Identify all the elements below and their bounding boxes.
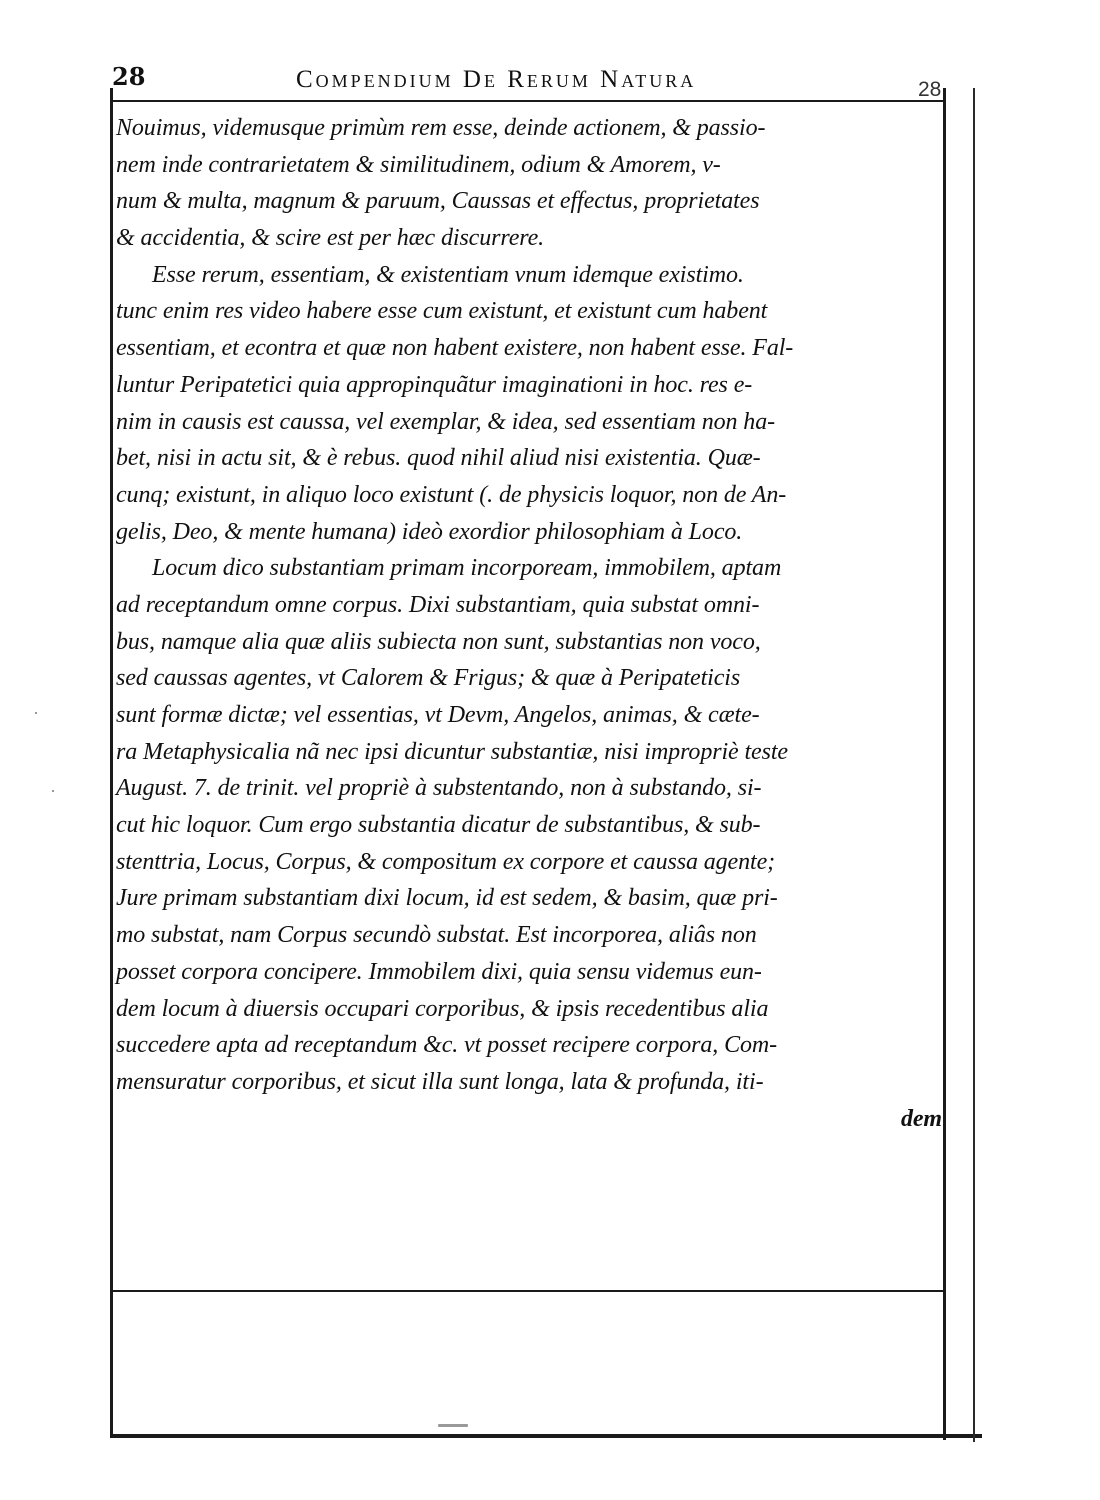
text-line: ad receptandum omne corpus. Dixi substantiam, quia substat omni- <box>116 591 760 618</box>
text-line: luntur Peripatetici quia appropinquãtur imaginationi in hoc. res e- <box>116 371 753 398</box>
text-line: nim in causis est caussa, vel exemplar, & idea, sed essentiam non ha- <box>116 408 775 435</box>
text-line: & accidentia, & scire est per hæc discurrere. <box>116 225 545 252</box>
text-line: stenttria, Locus, Corpus, & compositum ex corpore et caussa agente; <box>116 848 776 875</box>
text-line: nem inde contrarietatem & similitudinem, odium & Amorem, v- <box>116 151 721 178</box>
text-line: Locum dico substantiam primam incorpoream, immobilem, aptam <box>152 555 782 582</box>
scan-speck <box>438 1424 468 1427</box>
outer-margin-rule <box>973 88 975 1442</box>
text-line: cunq; existunt, in aliquo loco existunt (. de physicis loquor, non de An- <box>116 481 787 508</box>
text-line: bus, namque alia quæ aliis subiecta non sunt, substantias non voco, <box>116 628 761 655</box>
text-line: sed caussas agentes, vt Calorem & Frigus; & quæ à Peripateticis <box>116 665 741 692</box>
text-line: mensuratur corporibus, et sicut illa sunt longa, lata & profunda, iti- <box>116 1068 764 1095</box>
text-line: gelis, Deo, & mente humana) ideò exordior philosophiam à Loco. <box>116 518 743 545</box>
text-line: posset corpora concipere. Immobilem dixi, quia sensu videmus eun- <box>116 958 762 985</box>
right-margin-rule <box>943 88 946 1440</box>
page-number-left: 28 <box>112 62 146 91</box>
text-line: August. 7. de trinit. vel propriè à substentando, non à substando, si- <box>116 775 762 802</box>
footer-rule <box>112 1290 946 1292</box>
text-line: ra Metaphysicalia nã nec ipsi dicuntur substantiæ, nisi impropriè teste <box>116 738 788 765</box>
text-line: bet, nisi in actu sit, & è rebus. quod nihil aliud nisi existentia. Quæ- <box>116 445 761 472</box>
text-line: sunt formæ dictæ; vel essentias, vt Devm, Angelos, animas, & cæte- <box>116 702 760 728</box>
text-line: num & multa, magnum & paruum, Caussas et effectus, proprietates <box>116 188 760 215</box>
text-line: dem <box>900 1105 942 1132</box>
scan-speck <box>35 712 37 714</box>
header-rule <box>112 100 946 102</box>
text-line: Jure primam substantiam dixi locum, id est sedem, & basim, quæ pri- <box>116 885 778 912</box>
running-title: Compendium De Rerum Natura <box>296 66 697 93</box>
text-line: Nouimus, videmusque primùm rem esse, deinde actionem, & passio- <box>116 115 766 141</box>
body-text <box>116 110 942 1137</box>
text-line: succedere apta ad receptandum &c. vt posset recipere corpora, Com- <box>116 1032 778 1059</box>
page-number-right: 28 <box>918 78 942 101</box>
scan-speck <box>52 790 54 792</box>
text-line: mo substat, nam Corpus secundò substat. Est incorporea, aliâs non <box>116 922 757 949</box>
text-line: Esse rerum, essentiam, & existentiam vnum idemque existimo. <box>152 261 744 288</box>
text-line: cut hic loquor. Cum ergo substantia dicatur de substantibus, & sub- <box>116 812 761 839</box>
text-line: dem locum à diuersis occupari corporibus, & ipsis recedentibus alia <box>116 995 769 1022</box>
text-line: tunc enim res video habere esse cum existunt, et existunt cum habent <box>116 298 768 325</box>
text-line: essentiam, et econtra et quæ non habent existere, non habent esse. Fal- <box>116 335 794 362</box>
